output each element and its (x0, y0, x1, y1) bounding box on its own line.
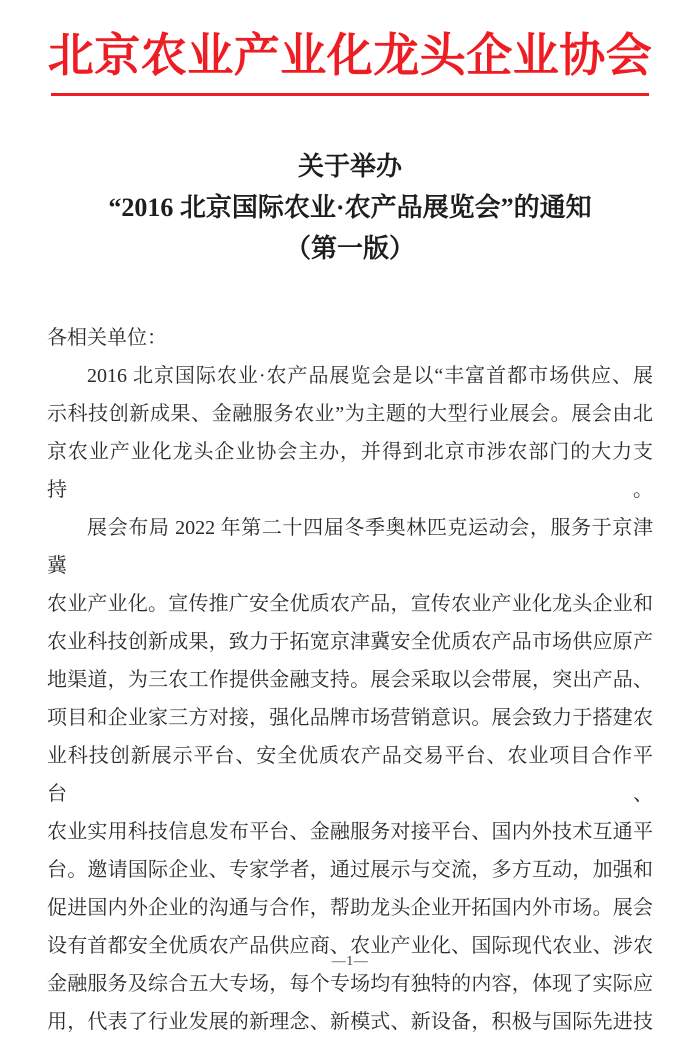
paragraph-line: 示科技创新成果、金融服务农业”为主题的大型行业展会。展会由北 (47, 403, 653, 425)
paragraph-line: 促进国内外企业的沟通与合作，帮助龙头企业开拓国内外市场。展会 (47, 897, 653, 919)
title-line-3: （第一版） (284, 234, 415, 263)
letterhead-divider-line (51, 93, 649, 96)
document-body (47, 319, 653, 1041)
paragraph-line: 2016 北京国际农业·农产品展览会是以“丰富首都市场供应、展 (87, 365, 653, 387)
paragraph-line: 业科技创新展示平台、安全优质农产品交易平台、农业项目合作平台、 (47, 745, 653, 805)
paragraph-line: 地渠道，为三农工作提供金融支持。展会采取以会带展，突出产品、 (47, 669, 653, 691)
paragraph-line: 农业实用科技信息发布平台、金融服务对接平台、国内外技术互通平 (47, 821, 653, 843)
paragraph-line: 展会布局 2022 年第二十四届冬季奥林匹克运动会，服务于京津冀 (47, 517, 653, 577)
letterhead-org-name: 北京农业产业化龙头企业协会 (47, 30, 653, 81)
paragraph-line: 设有首都安全优质农产品供应商、农业产业化、国际现代农业、涉农 (47, 935, 653, 957)
paragraph-line: 农业科技创新成果，致力于拓宽京津冀安全优质农产品市场供应原产 (47, 631, 653, 653)
title-line-1: 关于举办 (297, 152, 402, 181)
paragraph-1 (47, 357, 653, 509)
paragraph-line: 用，代表了行业发展的新理念、新模式、新设备，积极与国际先进技 (47, 1011, 653, 1033)
document-title (0, 146, 700, 269)
paragraph-line: 农业产业化。宣传推广安全优质农产品，宣传农业产业化龙头企业和 (47, 593, 653, 615)
paragraph-line: 台。邀请国际企业、专家学者，通过展示与交流，多方互动，加强和 (47, 859, 653, 881)
title-line-2: “2016 北京国际农业·农产品展览会”的通知 (108, 193, 592, 222)
page-number: —1— (331, 954, 369, 969)
paragraph-line: 京农业产业化龙头企业协会主办，并得到北京市涉农部门的大力支持。 (47, 441, 653, 501)
paragraph-line: 项目和企业家三方对接，强化品牌市场营销意识。展会致力于搭建农 (47, 707, 653, 729)
paragraph-line: 金融服务及综合五大专场，每个专场均有独特的内容，体现了实际应 (47, 973, 653, 995)
salutation: 各相关单位： (47, 327, 167, 349)
